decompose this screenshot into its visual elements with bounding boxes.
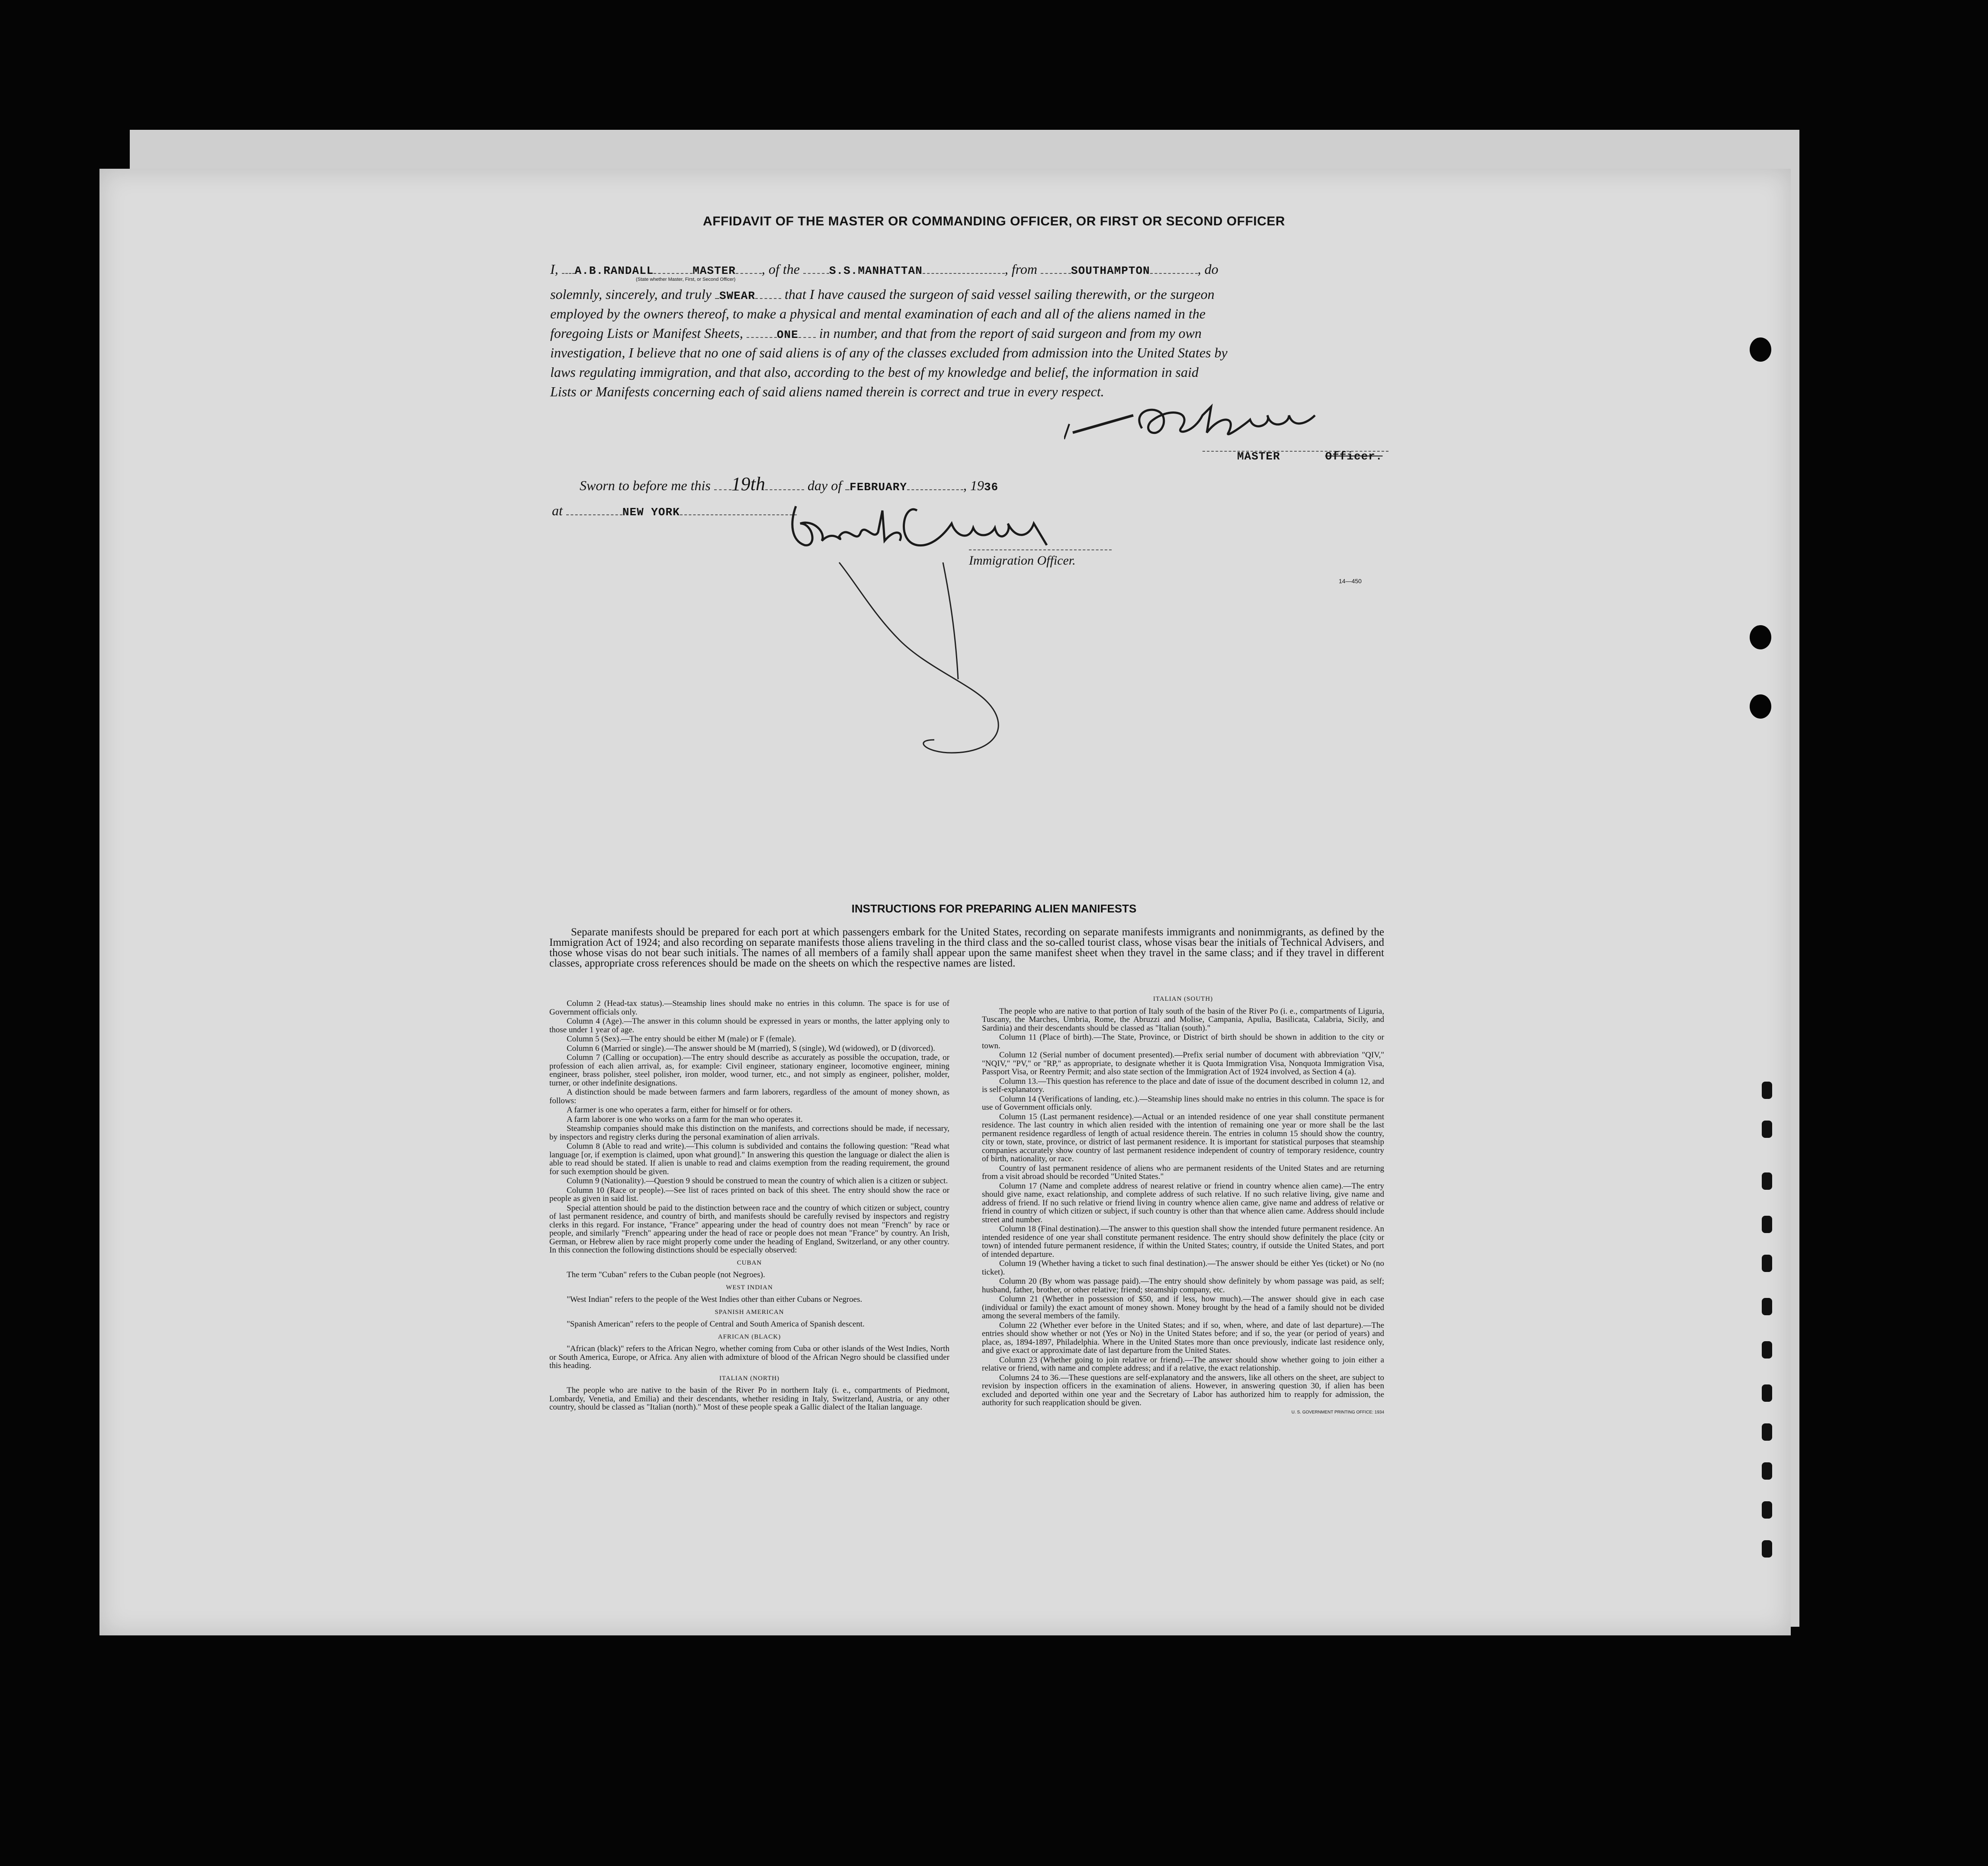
instructions-title: INSTRUCTIONS FOR PREPARING ALIEN MANIFESTS <box>851 902 1137 915</box>
heading-cuban: CUBAN <box>737 1259 762 1266</box>
binding-mark <box>1762 1540 1772 1558</box>
instructions-intro: Separate manifests should be prepared for each port at which passengers embark for the United States, recording on separate manifests immigrants and nonimmigrants, as defined by the Immigration Act of 1924; and also recording on separate manifests those aliens traveling in the third class and the so-called tourist class, whose visas bear the initials of Technical Advisers, and those whose visas do not bear such initials. The names of all members of a family shall appear upon the same manifest sheet when they travel in the same class; and if they travel in different classes, appropriate cross references should be made on the sheets on which the respective names are listed. <box>549 926 1384 969</box>
officer-line <box>969 549 1112 550</box>
binding-mark <box>1762 1255 1772 1272</box>
heading-italian-south: ITALIAN (SOUTH) <box>1153 996 1213 1002</box>
rank-value: MASTER <box>693 264 736 277</box>
officer-label: Immigration Officer. <box>969 553 1076 568</box>
affidavit-line-3: employed by the owners thereof, to make a physical and mental examination of each and all of the aliens named in the <box>550 306 1206 321</box>
sworn-month: FEBRUARY <box>850 481 907 494</box>
vessel-name: S.S.MANHATTAN <box>829 264 923 277</box>
sworn-line: Sworn to before me this 19th day of FEBRUARY , 1936 <box>580 473 999 495</box>
binding-mark <box>1762 1462 1772 1480</box>
binding-mark <box>1762 1501 1772 1519</box>
binding-mark <box>1762 1121 1772 1138</box>
rank-hint: (State whether Master, First, or Second Officer) <box>636 277 736 282</box>
sworn-year: 36 <box>984 481 999 494</box>
instructions-left-column: Column 2 (Head-tax status).—Steamship lines should make no entries in this column. The space is for use of Government officials only. Column 4 (Age).—The answer in this column should be expressed in years or months, the latter applying only to those under 1 year of age. Column 5 (Sex).—The entry should be either M (male) or F (female). Column 6 (Married or single).—The answer should be M (married), S (single), Wd (widowed), or D (divorced). Column 7 (Calling or occupation).—The entry should describe as accurately as possible the occupation, trade, or profession of each alien arrival, as, for example: Civil engineer, stationary engineer, locomotive engineer, mining engineer, brass polisher, steel polisher, iron molder, wood turner, etc., and not simply as engineer, polisher, molder, turner, or other indefinite designations. A distinction should be made between farmers and farm laborers, regardless of the amount of money shown, as follows: A farmer is one who operates a farm, either for himself or for others. A farm laborer is one who works on a farm for the man who operates it. Steamship companies should make this distinction on the manifests, and corrections should be made, if necessary, by inspectors and registry clerks during the personal examination of alien arrivals. Column 8 (Able to read and write).—This column is subdivided and contains the following question: "Read what language [or, if exemption is claimed, upon what ground]." In answering this question the language or dialect the alien is able to read should be stated. If alien is unable to read and claims exemption from the reading requirement, the ground for such exemption should be given. Column 9 (Nationality).—Question 9 should be construed to mean the country of which alien is a citizen or subject. Column 10 (Race or people).—See list of races printed on back of this sheet. The entry should show the race or people as given in said list. Special attention should be paid to the distinction between race and the country of which citizen or subject, country of last permanent residence, and country of birth, and manifests should be carefully revised by inspectors and registry clerks in this regard. For instance, "France" appearing under the head of country does not mean "French" by race or people, and similarly "French" appearing under the head of race or people does not mean "France" by country. An Irish, German, or Hebrew alien by race might properly come under the heading of England, Switzerland, or any other country. In this connection the following distinctions should be especially observed: CUBAN The term "Cuban" refers to the Cuban people (not Negroes). WEST INDIAN "West Indian" refers to the people of the West Indies other than either Cubans or Negroes. SPANISH AMERICAN "Spanish American" refers to the people of Central and South America of Spanish descent. AFRICAN (BLACK) "African (black)" refers to the African Negro, whether coming from Cuba or other islands of the West Indies, North or South America, Europe, or Africa. Any alien with admixture of blood of the African Negro should be classified under this heading. ITALIAN (NORTH) The people who are native to the basin of the River Po in northern Italy (i. e., compartments of Piedmont, Lombardy, Venetia, and Emilia) and their descendants, whether residing in Italy, Switzerland, Austria, or any other country, should be classed as "Italian (north)." Most of these people speak a Gallic dialect of the Italian language. <box>549 999 949 1412</box>
affidavit-line-2: solemnly, sincerely, and truly SWEAR that I have caused the surgeon of said vessel sailing therewith, or the surgeon <box>550 286 1215 302</box>
binding-mark <box>1762 1172 1772 1190</box>
binding-mark <box>1762 1341 1772 1359</box>
affidavit-line-4: foregoing Lists or Manifest Sheets, ONE in number, and that from the report of said surgeon and from my own <box>550 325 1202 341</box>
affidavit-line-6: laws regulating immigration, and that also, according to the best of my knowledge and belief, the information in said <box>550 364 1199 380</box>
binding-mark <box>1762 1423 1772 1441</box>
affidavit-line-7: Lists or Manifests concerning each of said aliens named therein is correct and true in every respect. <box>550 384 1104 399</box>
sworn-day: 19th <box>731 473 766 495</box>
affidavit-line-1 <box>550 262 1218 278</box>
heading-african: AFRICAN (BLACK) <box>718 1333 781 1340</box>
signature-title: MASTER Officer. <box>1237 450 1383 463</box>
binding-mark <box>1762 1384 1772 1402</box>
heading-italian-north: ITALIAN (NORTH) <box>719 1375 780 1382</box>
of-the-label: , of the <box>761 261 800 277</box>
punch-hole <box>1750 625 1771 649</box>
do-label: , do <box>1197 261 1218 277</box>
printer-imprint: U. S. GOVERNMENT PRINTING OFFICE: 1934 <box>1291 1410 1384 1415</box>
binding-mark <box>1762 1216 1772 1233</box>
sheet-count: ONE <box>776 328 798 341</box>
master-signature <box>1064 398 1332 446</box>
officer-signature <box>787 498 1099 757</box>
binding-mark <box>1762 1082 1772 1099</box>
affiant-pronoun: I, <box>550 261 558 277</box>
form-number: 14—450 <box>1339 578 1362 585</box>
instructions-right-column: ITALIAN (SOUTH) The people who are native to that portion of Italy south of the basin of the River Po (i. e., compartments of Liguria, Tuscany, the Marches, Umbria, Rome, the Abruzzi and Molise, Campania, Apulia, Basilicata, Calabria, Sicily, and Sardinia) and their descendants should be classed as "Italian (south)." Column 11 (Place of birth).—The State, Province, or District of birth should be shown in addition to the city or town. Column 12 (Serial number of document presented).—Prefix serial number of document with abbreviation "QIV," "NQIV," "PV," or "RP," as appropriate, to designate whether it is Quota Immigration Visa, Nonquota Immigration Visa, Passport Visa, or Reentry Permit; and also state section of the Immigration Act of 1924 involved, as Section 4 (a). Column 13.—This question has reference to the place and date of issue of the document described in column 12, and is self-explanatory. Column 14 (Verifications of landing, etc.).—Steamship lines should make no entries in this column. The space is for use of Government officials only. Column 15 (Last permanent residence).—Actual or an intended residence of one year shall constitute permanent residence. The last country in which alien resided with the intention of remaining one year or more shall be the last permanent residence regardless of length of actual residence therein. The entries in column 15 should show the country, city or town, state, province, or district of last permanent residence. It is important for statistical purposes that steamship companies accurately show country of last permanent residence independent of country of temporary residence, country of birth, nationality, or race. Country of last permanent residence of aliens who are permanent residents of the United States and are returning from a visit abroad should be recorded "United States." Column 17 (Name and complete address of nearest relative or friend in country whence alien came).—The entry should give name, exact relationship, and complete address of such relative. If no such relative living, give name and address of friend. If no such relative or friend living in country whence alien came, give name and address of relative or friend in country of which citizen or subject, if such country is other than that whence alien came. Address should include street and number. Column 18 (Final destination).—The answer to this question shall show the intended future permanent residence. An intended residence of one year shall constitute permanent residence. The entry should show definitely the place (city or town) of intended future permanent residence, if within the United States; country, if outside the United States, and port of intended departure. Column 19 (Whether having a ticket to such final destination).—The answer should be either Yes (ticket) or No (no ticket). Column 20 (By whom was passage paid).—The entry should show definitely by whom passage was paid, as self; husband, father, brother, or other relative; friend; steamship company, etc. Column 21 (Whether in possession of $50, and if less, how much).—The answer should give in each case (individual or family) the exact amount of money shown. Money brought by the head of a family should not be divided among the several members of the family. Column 22 (Whether ever before in the United States; and if so, when, where, and date of last departure).—The entries should show whether or not (Yes or No) in the United States before; and if so, the year (or period of years) and place, as, 1894-1897, Philadelphia. Where in the United States more than once previously, indicate last residence only, and give exact or approximate date of last departure from the United States. Column 23 (Whether going to join relative or friend).—The answer should show whether going to join either a relative or friend, with name and complete address; and if a relative, the exact relationship. Columns 24 to 36.—These questions are self-explanatory and the answers, like all others on the sheet, are subject to revision by inspection officers in the examination of aliens. However, in answering question 30, if alien has been excluded and deported within one year and the Secretary of Labor has authorized him to reapply for admission, the authority for such reapplication should be given. U. S. GOVERNMENT PRINTING OFFICE: 1934 <box>982 995 1384 1417</box>
struck-officer: Officer. <box>1325 450 1383 463</box>
at-place: NEW YORK <box>622 506 680 519</box>
at-line: at NEW YORK <box>552 504 797 519</box>
port-name: SOUTHAMPTON <box>1071 264 1150 277</box>
heading-spanish-american: SPANISH AMERICAN <box>715 1308 784 1316</box>
heading-west-indian: WEST INDIAN <box>726 1284 773 1291</box>
affidavit-line-5: investigation, I believe that no one of said aliens is of any of the classes excluded from admission into the United States by <box>550 345 1228 360</box>
binding-mark <box>1762 1298 1772 1315</box>
oath-value: SWEAR <box>719 289 755 302</box>
affidavit-title: AFFIDAVIT OF THE MASTER OR COMMANDING OFFICER, OR FIRST OR SECOND OFFICER <box>703 214 1285 228</box>
master-name: A.B.RANDALL <box>574 264 654 277</box>
punch-hole <box>1750 337 1771 362</box>
from-label: , from <box>1004 261 1038 277</box>
punch-hole <box>1750 694 1771 719</box>
